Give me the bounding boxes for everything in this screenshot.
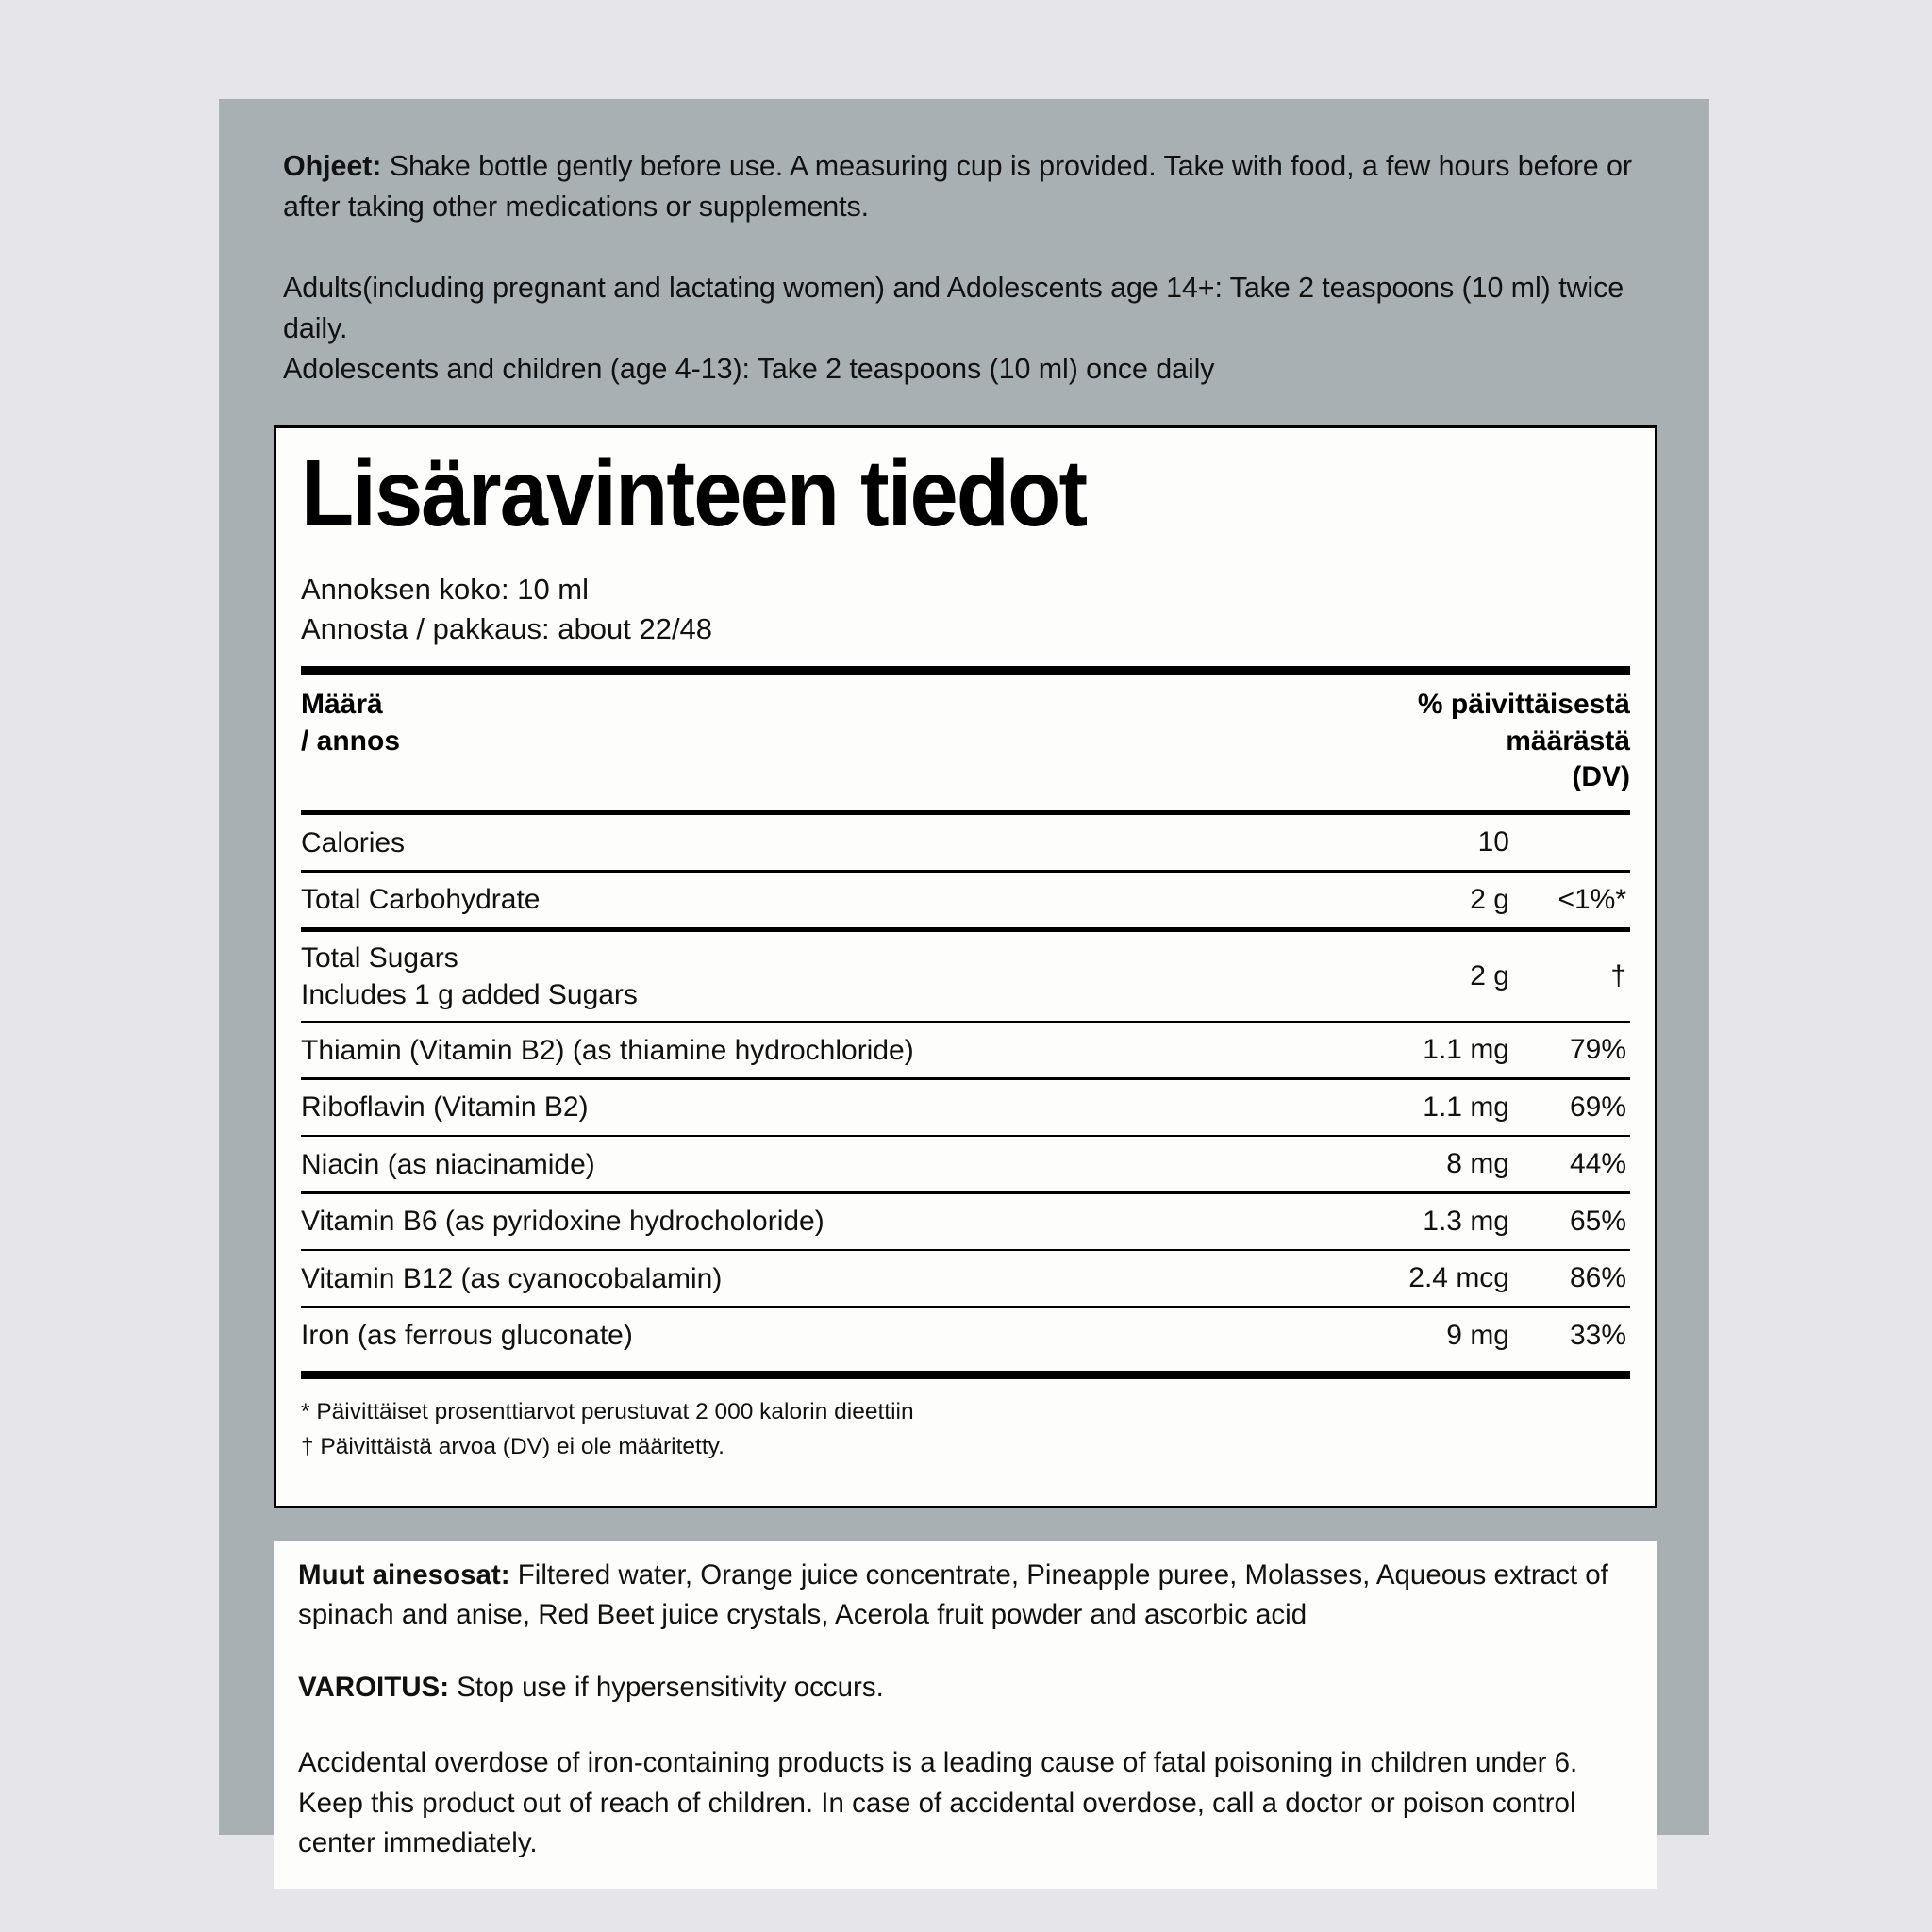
- supplement-facts-title: Lisäravinteen tiedot: [301, 441, 1087, 546]
- facts-table-header: [301, 675, 1630, 810]
- nutrient-dv: 44%: [1569, 1148, 1626, 1180]
- serving-size: Annoksen koko: 10 ml: [301, 573, 590, 606]
- dv-header-line-2: määrästä: [1506, 724, 1630, 757]
- footnote-dagger: † Päivittäistä arvoa (DV) ei ole määritetty.: [301, 1434, 724, 1460]
- daily-value-column-header: [1291, 687, 1630, 795]
- footnotes-block: [301, 1379, 1630, 1491]
- nutrient-amount: 2 g: [1470, 883, 1509, 915]
- nutrient-dv: 33%: [1569, 1319, 1626, 1351]
- directions-heading: Ohjeet:: [283, 150, 382, 182]
- bottom-spacer-1: [298, 1636, 1633, 1668]
- nutrient-name: Vitamin B6 (as pyridoxine hydrocholoride): [301, 1206, 824, 1238]
- amount-header-line-2: / annos: [301, 724, 401, 757]
- nutrient-amount: 10: [1477, 826, 1509, 858]
- nutrient-amount: 9 mg: [1446, 1319, 1509, 1351]
- other-ingredients-paragraph: [298, 1556, 1633, 1636]
- warning-text: Stop use if hypersensitivity occurs.: [449, 1671, 884, 1703]
- dv-header-line-1: % päivittäisestä: [1417, 689, 1630, 721]
- nutrient-name: Niacin (as niacinamide): [301, 1148, 595, 1180]
- table-row: [301, 1308, 1630, 1363]
- nutrient-amount: 1.1 mg: [1423, 1091, 1509, 1123]
- bottom-spacer-2: [298, 1707, 1633, 1743]
- nutrient-name: Iron (as ferrous gluconate): [301, 1320, 633, 1352]
- warning-heading: VAROITUS:: [298, 1671, 450, 1703]
- table-row: [301, 815, 1630, 870]
- dv-header-line-3: (DV): [1572, 761, 1630, 793]
- directions-line-1: Shake bottle gently before use. A measuring cup is provided. Take with food, a few hours before or after taking other medications or supplements.: [283, 150, 1632, 224]
- nutrient-dv: <1%*: [1557, 883, 1626, 915]
- footnote-star: * Päivittäiset prosenttiarvot perustuvat 2 000 kalorin dieettiin: [301, 1398, 914, 1424]
- nutrient-amount: 2.4 mcg: [1408, 1262, 1509, 1294]
- table-row: [301, 1251, 1630, 1306]
- supplement-facts-panel: [274, 425, 1657, 1508]
- directions-block: [283, 146, 1653, 390]
- warning-paragraph: [298, 1668, 1633, 1707]
- table-row: [301, 1194, 1630, 1249]
- nutrient-dv: 86%: [1569, 1262, 1626, 1294]
- bottom-info-block: [274, 1541, 1657, 1889]
- nutrient-amount: 1.1 mg: [1423, 1034, 1509, 1066]
- directions-spacer: [283, 228, 1653, 268]
- amount-column-header: [301, 687, 1291, 759]
- nutrient-amount: 1.3 mg: [1423, 1205, 1509, 1237]
- rule-under-serving: [301, 666, 1630, 675]
- nutrient-name: Thiamin (Vitamin B2) (as thiamine hydrochloride): [301, 1034, 914, 1066]
- directions-line-2: Adults(including pregnant and lactating women) and Adolescents age 14+: Take 2 teaspoons (10 ml) twice daily.: [283, 271, 1624, 344]
- nutrient-name: Total Carbohydrate: [301, 884, 541, 916]
- nutrient-dv: 79%: [1569, 1034, 1626, 1066]
- nutrient-name-line-2: Includes 1 g added Sugars: [301, 978, 638, 1010]
- nutrient-dv: 69%: [1569, 1091, 1626, 1123]
- table-row: [301, 873, 1630, 927]
- nutrient-dv: †: [1610, 959, 1626, 991]
- nutrient-name: Riboflavin (Vitamin B2): [301, 1091, 589, 1124]
- table-row: [301, 1023, 1630, 1077]
- directions-line-3: Adolescents and children (age 4-13): Take 2 teaspoons (10 ml) once daily: [283, 353, 1215, 386]
- table-row: [301, 932, 1630, 1021]
- nutrient-amount: 2 g: [1470, 959, 1509, 991]
- table-row: [301, 1080, 1630, 1135]
- other-ingredients-text: Filtered water, Orange juice concentrate, Pineapple puree, Molasses, Aqueous extract of spinach and anise, Red Beet juice crystals, Acerola fruit powder and ascorbic acid: [298, 1559, 1608, 1631]
- nutrient-name: [301, 935, 1279, 1018]
- other-ingredients-heading: Muut ainesosat:: [298, 1559, 510, 1591]
- nutrient-name-line-1: Total Sugars: [301, 941, 458, 974]
- servings-per-container: Annosta / pakkaus: about 22/48: [301, 612, 713, 646]
- overdose-warning-text: Accidental overdose of iron-containing products is a leading cause of fatal poisoning in children under 6. Keep this product out of reach of children. In case of accidental overdose, call a doctor or poison control center immediately.: [298, 1747, 1578, 1859]
- nutrient-amount: 8 mg: [1446, 1148, 1509, 1180]
- amount-header-line-1: Määrä: [301, 689, 383, 721]
- nutrient-name: Vitamin B12 (as cyanocobalamin): [301, 1262, 723, 1294]
- rule-above-footnotes: [301, 1371, 1630, 1379]
- directions-paragraph: [283, 146, 1653, 228]
- nutrient-dv: 65%: [1569, 1205, 1626, 1237]
- table-row: [301, 1137, 1630, 1191]
- nutrient-name: Calories: [301, 826, 406, 858]
- serving-info: [301, 570, 1630, 649]
